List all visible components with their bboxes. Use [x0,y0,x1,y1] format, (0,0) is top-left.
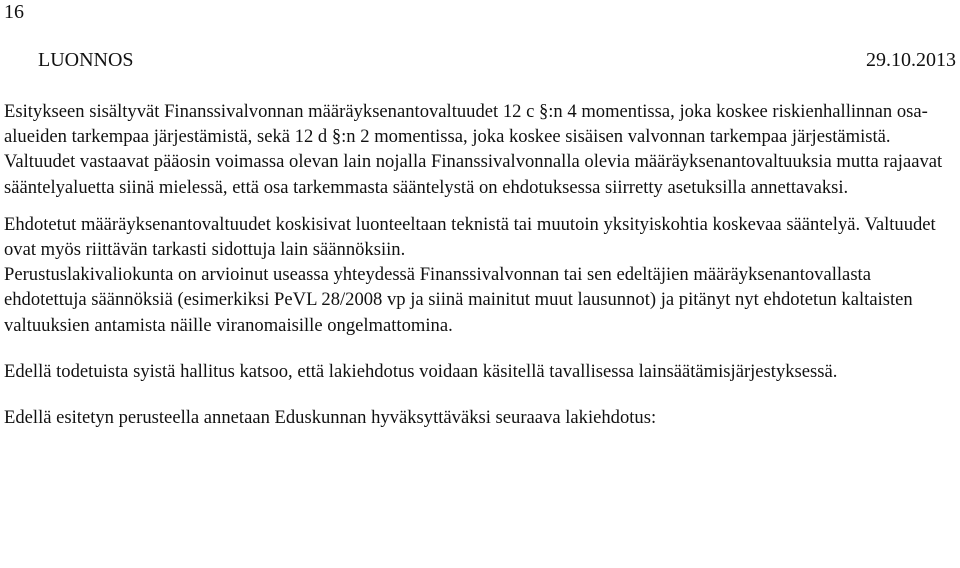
paragraph-regulatory-powers: Esitykseen sisältyvät Finanssivalvonnan määräyksenantovaltuudet 12 c §:n 4 momentissa, joka koskee riskienhallinnan osa-alueiden tarkempaa järjestämistä, sekä 12 d §:n 2 momentissa, joka koskee sisäisen valvonnan tarkempaa järjestämistä. Valtuudet vastaavat pääosin voimassa olevan lain nojalla Finanssivalvonnalla olevia määräyksenantovaltuuksia mutta rajaavat sääntelyaluetta siinä mielessä, että osa tarkemmasta sääntelystä on ehdotuksessa siirretty asetuksilla annettavaksi. [4,101,943,198]
paragraph-bill-proposal: Edellä esitetyn perusteella annetaan Eduskunnan hyväksyttäväksi seuraava lakiehdotus: [4,407,657,429]
paragraph-constitutional-committee: Perustuslakivaliokunta on arvioinut useassa yhteydessä Finanssivalvonnan tai sen edeltäjien määräyksenantovallasta ehdotettuja säännöksiä (esimerkiksi PeVL 28/2008 vp ja siinä mainitut muut lausunnot) ja pitänyt nyt ehdotetun kaltaisten valtuuksien antamista näille viranomaisille ongelmattomina. [4,264,913,336]
page-number: 16 [4,1,24,23]
draft-label: LUONNOS [38,49,134,71]
document-body [4,99,956,430]
paragraph-legislative-order: Edellä todetuista syistä hallitus katsoo, että lakiehdotus voidaan käsitellä tavallisessa lainsäätämisjärjestyksessä. [4,360,838,382]
document-header [38,48,956,72]
document-date: 29.10.2013 [866,49,956,71]
paragraph-technical-regulation: Ehdotetut määräyksenantovaltuudet koskisivat luonteeltaan teknistä tai muutoin yksityiskohtia koskevaa sääntelyä. Valtuudet ovat myös riittävän tarkasti sidottuja lain säännöksiin. [4,213,936,261]
